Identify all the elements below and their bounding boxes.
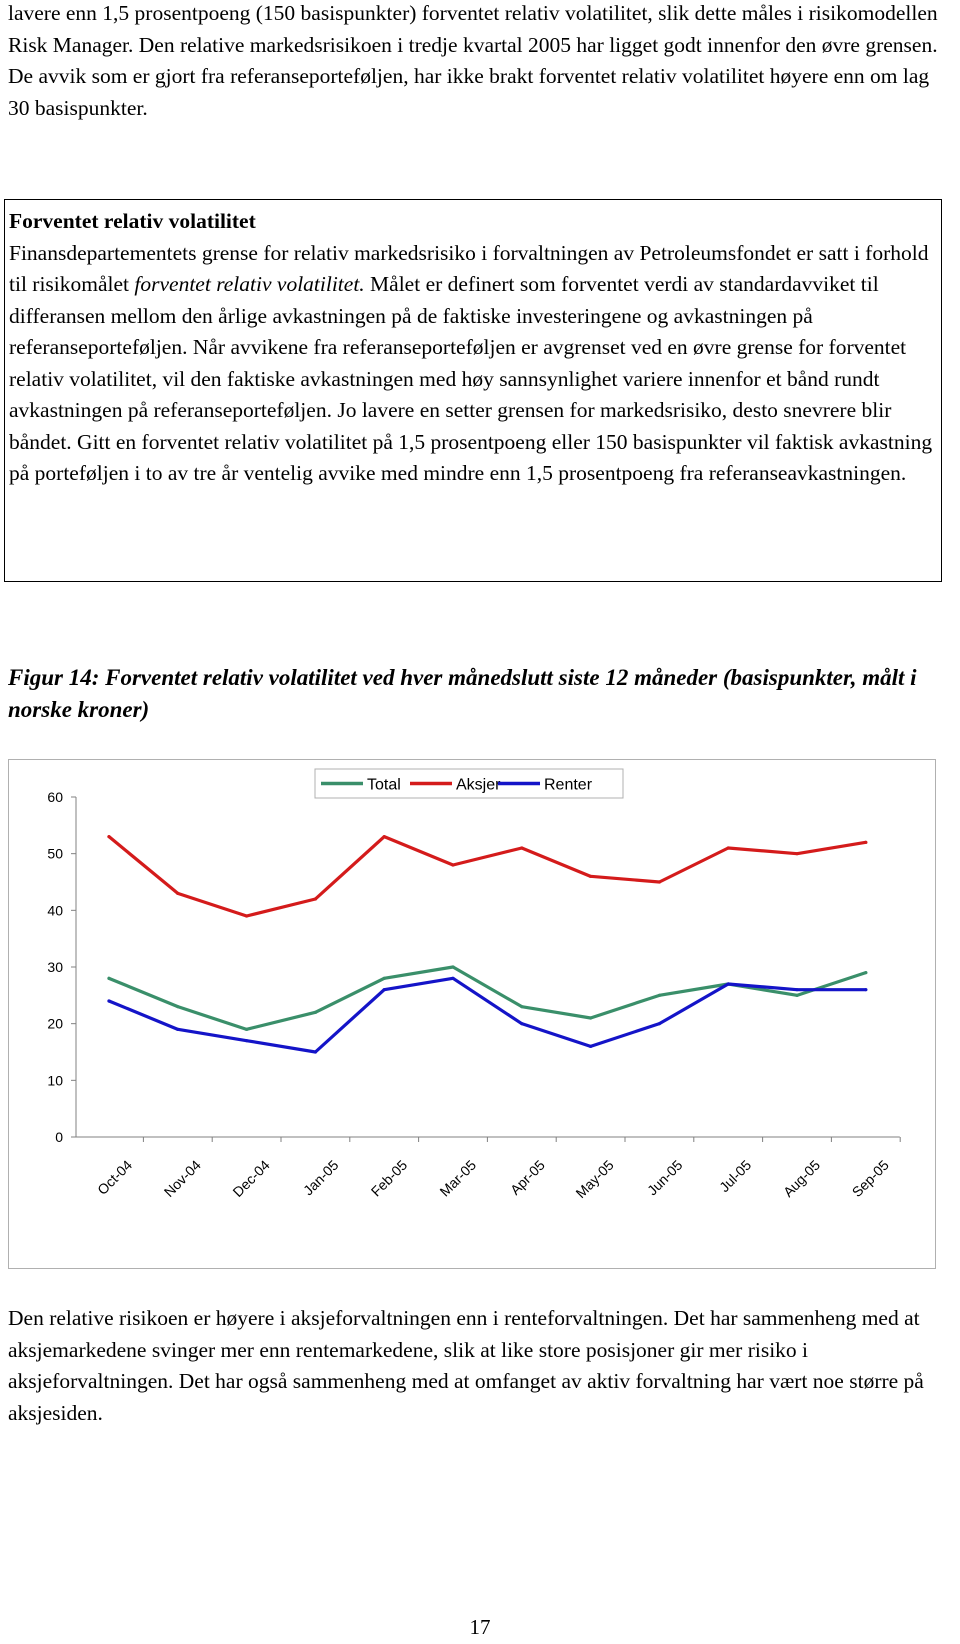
data-point-total (795, 994, 798, 997)
data-point-aksjer (314, 897, 317, 900)
data-point-aksjer (795, 852, 798, 855)
data-point-aksjer (520, 846, 523, 849)
data-point-aksjer (589, 875, 592, 878)
data-point-aksjer (383, 835, 386, 838)
data-point-renter (314, 1050, 317, 1053)
definition-box-body (9, 206, 937, 490)
outro-paragraph: Den relative risikoen er høyere i aksjeforvaltningen enn i renteforvaltningen. Det har sammenheng med at aksjemarkedene svinger mer enn rentemarkedene, slik at like store posisjoner gir mer risiko i aksjeforvaltningen. Det har også sammenheng med at omfanget av aktiv forvaltning har vært noe større på aksjesiden. (8, 1306, 924, 1425)
data-point-renter (520, 1022, 523, 1025)
definition-box-heading: Forventet relativ volatilitet (9, 209, 256, 233)
data-point-total (383, 977, 386, 980)
data-point-aksjer (107, 835, 110, 838)
x-tick-label: Aug-05 (779, 1156, 824, 1201)
legend-label-renter: Renter (544, 776, 593, 794)
data-point-renter (727, 982, 730, 985)
definition-text-rest: Målet er definert som forventet verdi av standardavviket til differansen mellom den årlige avkastningen på de faktiske investeringene og avkastningen på referanseporteføljen. Når avvikene fra referanseporteføljen er avgrenset ved en øvre grense for forventet relativ volatilitet, vil den faktiske avkastningen med høy sannsynlighet variere innenfor et bånd rundt avkastningen på referanseporteføljen. Jo lavere en setter grensen for markedsrisiko, desto snevrere blir båndet. Gitt en forventet relativ volatilitet på 1,5 prosentpoeng eller 150 basispunkter vil faktisk avkastning på porteføljen i to av tre år ventelig avvike med mindre enn 1,5 prosentpoeng fra referanseavkastningen. (9, 272, 933, 485)
data-point-renter (383, 988, 386, 991)
data-point-total (451, 965, 454, 968)
data-point-aksjer (245, 914, 248, 917)
data-point-aksjer (451, 863, 454, 866)
legend-label-total: Total (367, 776, 401, 794)
data-point-renter (864, 988, 867, 991)
x-tick-label: Sep-05 (848, 1156, 892, 1201)
definition-text-start: Finansdepartementets grense for relativ markedsrisiko i forvaltningen av Petroleumsfondet er satt i forhold til risikomålet (9, 240, 929, 296)
y-tick-label: 50 (47, 845, 63, 862)
data-point-renter (451, 977, 454, 980)
x-tick-label: May-05 (572, 1156, 617, 1202)
x-tick-label: Apr-05 (506, 1156, 548, 1198)
x-tick-label: Feb-05 (367, 1156, 411, 1200)
series-line-aksjer (109, 837, 866, 916)
data-point-total (658, 994, 661, 997)
definition-term: forventet relativ volatilitet. (134, 272, 365, 296)
x-tick-label: Oct-04 (94, 1156, 136, 1198)
y-tick-label: 20 (47, 1015, 63, 1032)
data-point-aksjer (727, 846, 730, 849)
definition-box (4, 199, 942, 582)
data-point-renter (658, 1022, 661, 1025)
x-tick-label: Jan-05 (299, 1156, 342, 1199)
figure-caption: Figur 14: Forventet relativ volatilitet ved hver månedslutt siste 12 måneder (basispunkter, målt i norske kroner) (8, 665, 917, 722)
data-point-aksjer (658, 880, 661, 883)
y-tick-label: 0 (55, 1129, 63, 1145)
x-tick-label: Nov-04 (160, 1156, 204, 1201)
data-point-renter (245, 1039, 248, 1042)
legend-label-aksjer: Aksjer (456, 776, 501, 794)
x-tick-label: Mar-05 (436, 1156, 480, 1200)
data-point-total (520, 1005, 523, 1008)
x-tick-label: Dec-04 (229, 1156, 273, 1201)
line-chart (9, 760, 935, 1268)
intro-paragraph: lavere enn 1,5 prosentpoeng (150 basispunkter) forventet relativ volatilitet, slik dette måles i risikomodellen Risk Manager. Den relative markedsrisikoen i tredje kvartal 2005 har ligget godt innenfor den øvre grensen. De avvik som er gjort fra referanseporteføljen, har ikke brakt forventet relativ volatilitet høyere enn om lag 30 basispunkter. (8, 1, 938, 120)
data-point-total (314, 1011, 317, 1014)
data-point-total (107, 977, 110, 980)
data-point-renter (589, 1045, 592, 1048)
y-tick-label: 40 (47, 902, 63, 919)
data-point-aksjer (864, 841, 867, 844)
data-point-total (176, 1005, 179, 1008)
data-point-total (589, 1016, 592, 1019)
chart-frame (8, 759, 936, 1269)
data-point-renter (176, 1028, 179, 1031)
data-point-renter (107, 999, 110, 1002)
data-point-total (245, 1028, 248, 1031)
series-line-total (109, 967, 866, 1029)
data-point-total (864, 971, 867, 974)
data-point-aksjer (176, 892, 179, 895)
x-tick-label: Jul-05 (716, 1156, 755, 1196)
x-tick-label: Jun-05 (643, 1156, 686, 1199)
y-tick-label: 60 (47, 789, 63, 805)
y-tick-label: 30 (47, 959, 63, 975)
data-point-renter (795, 988, 798, 991)
page-number: 17 (469, 1615, 491, 1639)
y-tick-label: 10 (47, 1072, 63, 1089)
